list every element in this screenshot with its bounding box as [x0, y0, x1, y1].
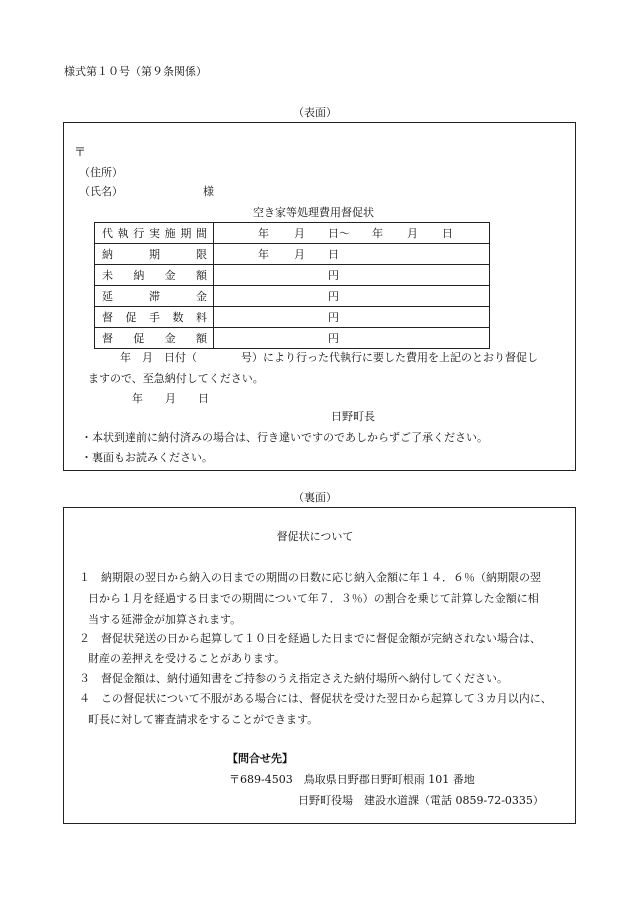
fee-table: [94, 222, 490, 349]
row-label: 代執行実施期間: [95, 223, 214, 244]
row-value: 円: [214, 265, 490, 286]
table-row: [95, 328, 490, 349]
row-value: 年 月 日～ 年 月 日: [214, 223, 490, 244]
table-row: [95, 244, 490, 265]
contact-address: 〒689-4503 鳥取県日野郡日野町根雨 101 番地: [229, 773, 475, 786]
notice-item-4-line-2: 町長に対して審査請求をすることができます。: [88, 713, 319, 726]
row-value: 円: [214, 328, 490, 349]
row-label: 督促金額: [95, 328, 214, 349]
body-text-line-1: 年 月 日付（ 号）により行った代執行に要した費用を上記のとおり督促し: [120, 351, 538, 364]
notice-item-4-line-1: ４ この督促状について不服がある場合には、督促状を受けた翌日から起算して３カ月以内に、: [79, 692, 552, 705]
note-item: ・裏面もお読みください。: [81, 451, 213, 464]
document-title: 空き家等処理費用督促状: [253, 206, 374, 219]
postal-mark: 〒: [74, 145, 87, 159]
address-label: （住所）: [79, 166, 123, 179]
table-row: [95, 265, 490, 286]
issuer: 日野町長: [331, 410, 375, 423]
contact-office: 日野町役場 建設水道課（電話 0859-72-0335）: [298, 794, 544, 807]
row-label: 延滞金: [95, 286, 214, 307]
form-number: 様式第１０号（第９条関係）: [64, 65, 207, 78]
table-row: [95, 286, 490, 307]
note-item: ・本状到達前に納付済みの場合は、行き違いですのであしからずご了承ください。: [81, 431, 488, 444]
row-label: 未納金額: [95, 265, 214, 286]
front-side-label: （表面）: [293, 106, 337, 119]
table-row: [95, 307, 490, 328]
row-value: 円: [214, 307, 490, 328]
honorific: 様: [203, 185, 214, 198]
row-value: 円: [214, 286, 490, 307]
back-side-label: （裏面）: [293, 491, 337, 504]
body-text-line-2: ますので、至急納付してください。: [88, 372, 264, 385]
notice-item-1-line-1: １ 納期限の翌日から納入の日までの期間の日数に応じ納入金額に年１４．６％（納期限の翌: [79, 571, 541, 584]
back-title: 督促状について: [276, 530, 354, 543]
issue-date: 年 月 日: [132, 392, 209, 405]
notice-item-2-line-1: ２ 督促状発送の日から起算して１０日を経過した日までに督促金額が完納されない場合は、: [79, 632, 541, 645]
notice-item-3-line-1: ３ 督促金額は、納付通知書をご持参のうえ指定さえた納付場所へ納付してください。: [79, 672, 508, 685]
contact-title: 【問合せ先】: [227, 752, 293, 765]
row-label: 納期限: [95, 244, 214, 265]
name-label: （氏名）: [79, 185, 123, 198]
notice-item-1-line-3: 当する延滞金が加算されます。: [88, 613, 242, 626]
row-label: 督促手数料: [95, 307, 214, 328]
notice-item-2-line-2: 財産の差押えを受けることがあります。: [88, 652, 286, 665]
notice-item-1-line-2: 日から１月を経過する日までの期間について年７．３％）の割合を乗じて計算した金額に相: [88, 592, 539, 605]
row-value: 年 月 日: [214, 244, 490, 265]
table-row: [95, 223, 490, 244]
